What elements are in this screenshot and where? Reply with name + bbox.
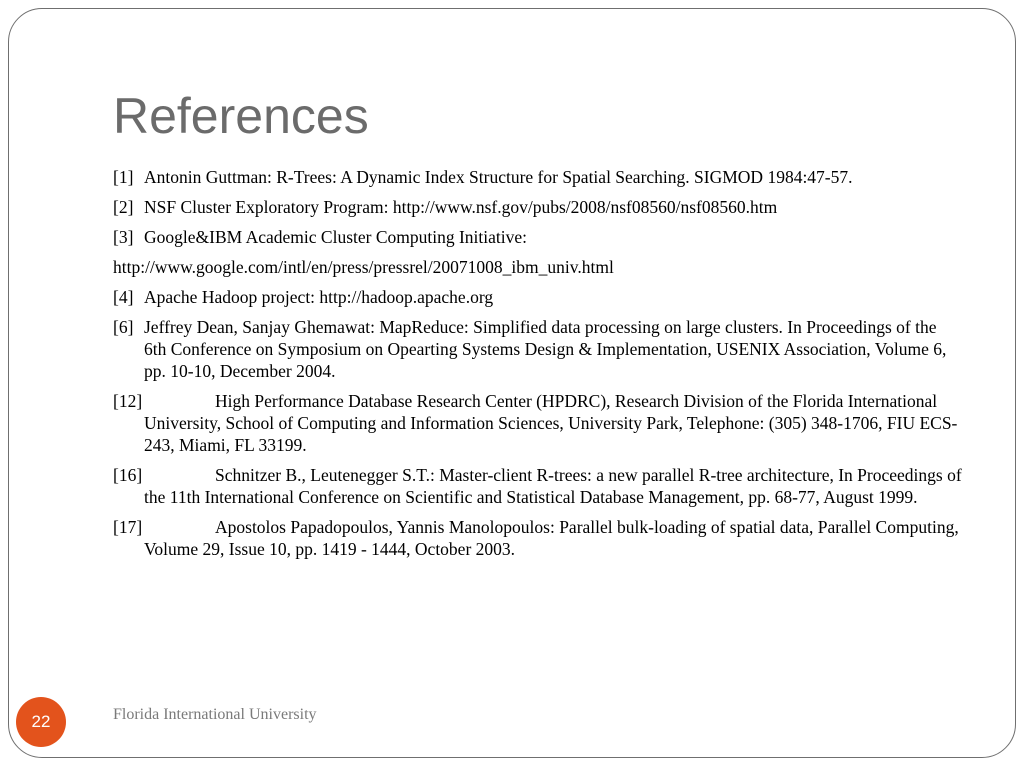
slide-title: References (113, 88, 369, 144)
reference-item (113, 464, 963, 508)
reference-item (113, 286, 963, 308)
reference-number: [17] (113, 517, 143, 537)
reference-number: [2] (113, 197, 134, 217)
reference-number: [1] (113, 167, 134, 187)
reference-number: [4] (113, 287, 134, 307)
reference-item (113, 516, 963, 560)
reference-text: Schnitzer B., Leutenegger S.T.: Master-client R-trees: a new parallel R-tree architecture, In Proceedings of the 11th International Conference on Scientific and Statistical Database Management, pp. 68-77, August 1999. (144, 465, 962, 507)
reference-text: Jeffrey Dean, Sanjay Ghemawat: MapReduce: Simplified data processing on large clusters. In Proceedings of the 6th Conference on Symposium on Opearting Systems Design & Implementation, USENIX Association, Volume 6, pp. 10-10, December 2004. (144, 317, 947, 381)
reference-number: [3] (113, 227, 134, 247)
reference-number: [16] (113, 465, 143, 485)
reference-text: Antonin Guttman: R-Trees: A Dynamic Index Structure for Spatial Searching. SIGMOD 1984:47-57. (144, 167, 853, 187)
reference-item (113, 226, 963, 248)
footer-text: Florida International University (113, 706, 317, 723)
reference-number: [12] (113, 391, 143, 411)
reference-item (113, 196, 963, 218)
reference-item (113, 316, 963, 382)
reference-item (113, 166, 963, 188)
reference-text: Apache Hadoop project: http://hadoop.apache.org (144, 287, 494, 307)
reference-number: [6] (113, 317, 134, 337)
reference-text: Apostolos Papadopoulos, Yannis Manolopoulos: Parallel bulk-loading of spatial data, Parallel Computing, Volume 29, Issue 10, pp. 1419 - 1444, October 2003. (144, 517, 959, 559)
reference-text: High Performance Database Research Center (HPDRC), Research Division of the Florida International University, School of Computing and Information Sciences, University Park, Telephone: (305) 348-1706, FIU ECS-243, Miami, FL 33199. (144, 391, 958, 455)
references-list (113, 166, 963, 568)
reference-3-url: http://www.google.com/intl/en/press/pressrel/20071008_ibm_univ.html (113, 257, 614, 277)
page-number-badge: 22 (16, 697, 66, 747)
reference-item (113, 390, 963, 456)
reference-text: Google&IBM Academic Cluster Computing Initiative: (144, 227, 528, 247)
reference-text: NSF Cluster Exploratory Program: http://www.nsf.gov/pubs/2008/nsf08560/nsf08560.htm (144, 197, 778, 217)
